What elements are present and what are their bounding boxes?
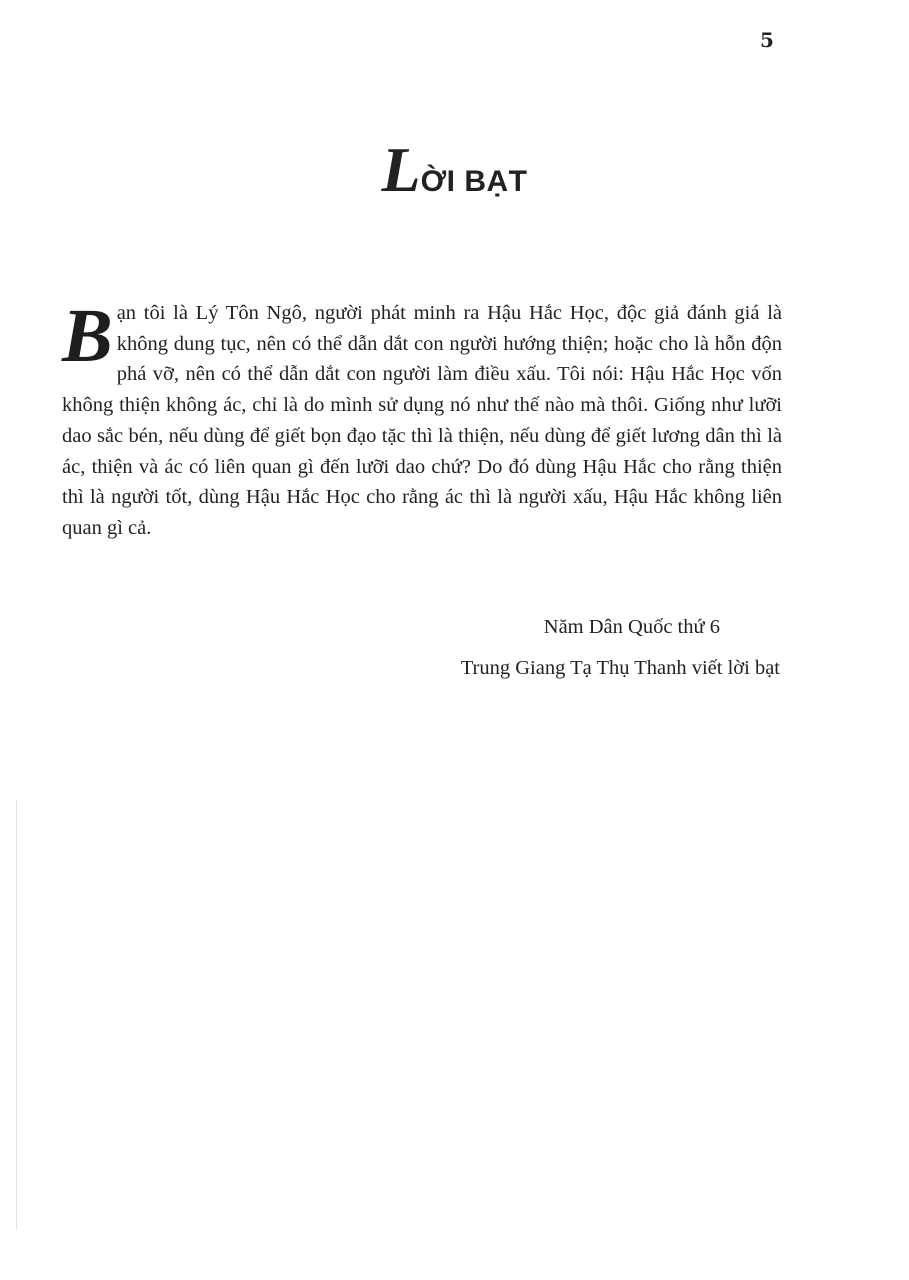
body-paragraph <box>62 294 782 544</box>
drop-cap: B <box>62 294 113 378</box>
scan-artifact <box>16 800 17 1230</box>
signature-date: Năm Dân Quốc thứ 6 <box>543 616 720 638</box>
page-number: 5 <box>760 28 774 52</box>
body-text: ạn tôi là Lý Tôn Ngô, người phát minh ra Hậu Hắc Học, độc giả đánh giá là không dung tục, nên có thể dẫn dắt con người hướng thiện; hoặc cho là hỗn độn phá vỡ, nên có thể dẫn dắt con người làm điều xấu. Tôi nói: Hậu Hắc Học vốn không thiện không ác, chỉ là do mình sử dụng nó như thế nào mà thôi. Giống như lưỡi dao sắc bén, nếu dùng để giết bọn đạo tặc thì là thiện, nếu dùng để giết lương dân thì là ác, thiện và ác có liên quan gì đến lưỡi dao chứ? Do đó dùng Hậu Hắc cho rằng thiện thì là người tốt, dùng Hậu Hắc Học cho rằng ác thì là người xấu, Hậu Hắc không liên quan gì cả. <box>62 302 782 539</box>
chapter-title <box>0 134 909 205</box>
title-rest: ỜI BẠT <box>420 165 528 198</box>
signature-author: Trung Giang Tạ Thụ Thanh viết lời bạt <box>460 657 780 679</box>
title-initial: L <box>381 134 421 205</box>
